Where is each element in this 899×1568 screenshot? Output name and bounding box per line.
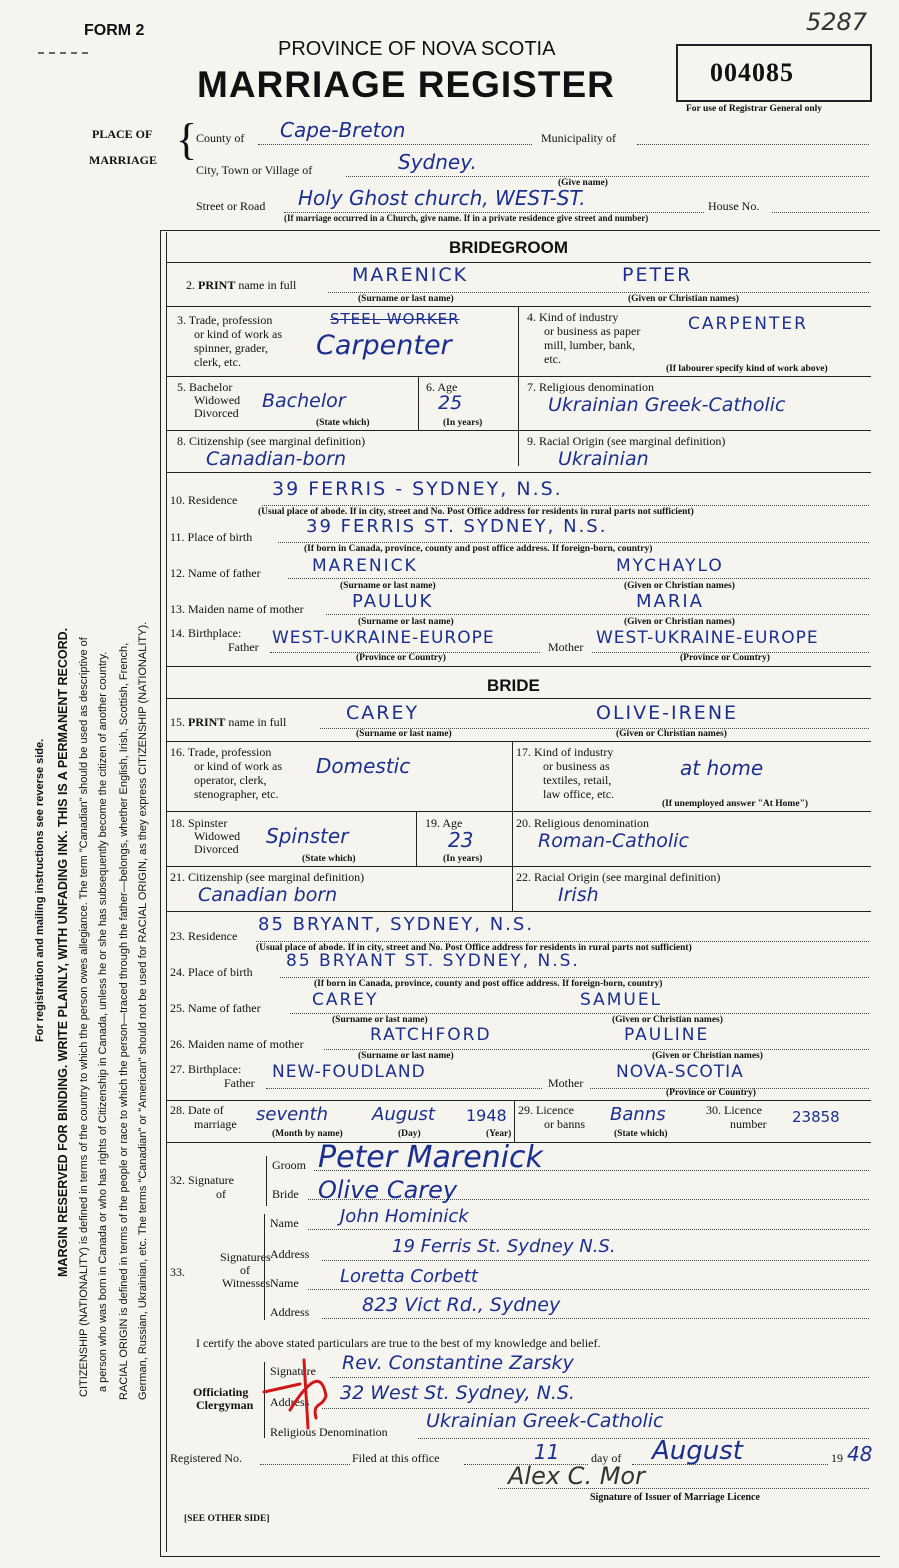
birth-note: (If born in Canada, province, county and post office address. If foreign-born, country) bbox=[304, 544, 653, 554]
side-note-racial-2: German, Russian, Ukrainian, etc. The terms "Canadian" or "American" should not be used for RACIAL ORIGIN, as they express CITIZENSHIP (NATIONALITY). bbox=[137, 621, 149, 1400]
field-3-label: 3. Trade, profession bbox=[177, 313, 273, 327]
groom-residence: 39 FERRIS - SYDNEY, N.S. bbox=[272, 478, 563, 500]
registrar-note: For use of Registrar General only bbox=[686, 104, 823, 114]
side-note-margin: MARGIN RESERVED FOR BINDING. WRITE PLAINLY, WITH UNFADING INK. THIS IS A PERMANENT RECORD. bbox=[56, 627, 70, 1277]
municipality-label: Municipality of bbox=[541, 131, 616, 145]
groom-signature: Peter Marenick bbox=[318, 1140, 543, 1175]
field-27-label: 27. Birthplace: bbox=[170, 1062, 242, 1076]
groom-father-given: MYCHAYLO bbox=[616, 556, 724, 576]
in-years-note: (In years) bbox=[443, 418, 483, 428]
corner-handwritten-number: 5287 bbox=[806, 8, 868, 36]
city-label: City, Town or Village of bbox=[196, 163, 313, 177]
red-check-mark bbox=[260, 1348, 350, 1438]
field-9-label: 9. Racial Origin (see marginal definition) bbox=[527, 434, 726, 448]
witness1-address-label: Address bbox=[270, 1247, 310, 1261]
month-note: (Month by name) bbox=[272, 1129, 343, 1139]
certify-statement: I certify the above stated particulars are true to the best of my knowledge and belief. bbox=[196, 1336, 601, 1350]
give-name-note: (Give name) bbox=[558, 178, 608, 188]
clergy-signature: Rev. Constantine Zarsky bbox=[342, 1352, 574, 1374]
side-note-instructions: For registration and mailing instructions see reverse side. bbox=[34, 738, 46, 1042]
clergyman-label: Clergyman bbox=[196, 1398, 254, 1412]
field-21-label: 21. Citizenship (see marginal definition) bbox=[170, 870, 365, 884]
street-value: Holy Ghost church, WEST-ST. bbox=[298, 186, 586, 210]
groom-racial-origin: Ukrainian bbox=[558, 448, 649, 470]
house-label: House No. bbox=[708, 199, 760, 213]
groom-trade: Carpenter bbox=[316, 330, 452, 361]
field-5-label-b: Widowed bbox=[194, 393, 241, 407]
filed-label: Filed at this office bbox=[352, 1451, 440, 1465]
marriage-month: August bbox=[372, 1104, 435, 1125]
residence-note: (Usual place of abode. If in city, street and No. Post Office address for residents in rural parts not sufficient) bbox=[258, 507, 694, 517]
surname-note: (Surname or last name) bbox=[340, 581, 436, 591]
field-26-label: 26. Maiden name of mother bbox=[170, 1037, 304, 1051]
issuer-label: Signature of Issuer of Marriage Licence bbox=[590, 1492, 760, 1503]
groom-status: Bachelor bbox=[262, 390, 346, 412]
day-note: (Day) bbox=[398, 1129, 421, 1139]
field-10-label: 10. Residence bbox=[170, 493, 238, 507]
field-11-label: 11. Place of birth bbox=[170, 530, 253, 544]
given-note: (Given or Christian names) bbox=[612, 1015, 723, 1025]
field-18-label: 18. Spinster bbox=[170, 816, 228, 830]
birth-note: (If born in Canada, province, county and post office address. If foreign-born, country) bbox=[314, 979, 663, 989]
groom-birthplace: 39 FERRIS ST. SYDNEY, N.S. bbox=[306, 516, 608, 537]
year-note: (Year) bbox=[486, 1129, 512, 1139]
form-number: FORM 2 bbox=[84, 22, 145, 39]
field-19-label: 19. Age bbox=[425, 816, 463, 830]
field-17-label-d: law office, etc. bbox=[543, 787, 615, 801]
father-label: Father bbox=[228, 640, 259, 654]
bride-sig-label: Bride bbox=[272, 1187, 299, 1201]
field-5-label-c: Divorced bbox=[194, 406, 239, 420]
state-which-note: (State which) bbox=[614, 1129, 668, 1139]
field-28-label: 28. Date of bbox=[170, 1103, 224, 1117]
field-12-label: 12. Name of father bbox=[170, 566, 261, 580]
field-22-label: 22. Racial Origin (see marginal definition) bbox=[516, 870, 721, 884]
mother-label: Mother bbox=[548, 1076, 584, 1090]
field-30-label-b: number bbox=[730, 1117, 767, 1131]
field-29-label: 29. Licence bbox=[518, 1103, 574, 1117]
field-25-label: 25. Name of father bbox=[170, 1001, 261, 1015]
field-8-label: 8. Citizenship (see marginal definition) bbox=[177, 434, 366, 448]
witness2-address: 823 Vict Rd., Sydney bbox=[362, 1294, 561, 1316]
field-16-label-d: stenographer, etc. bbox=[194, 787, 279, 801]
side-note-citizenship-1: CITIZENSHIP (NATIONALITY) is defined in terms of the country to which the person owes allegiance. The term "Canadian" should be used as descriptive of bbox=[78, 637, 90, 1397]
surname-note: (Surname or last name) bbox=[358, 1051, 454, 1061]
clergy-signature-label: Signature bbox=[270, 1364, 316, 1378]
field-4-label-b: or business as paper bbox=[544, 324, 641, 338]
field-16-label: 16. Trade, profession bbox=[170, 745, 272, 759]
bride-given: OLIVE-IRENE bbox=[596, 702, 739, 724]
groom-mother-given: MARIA bbox=[636, 591, 704, 612]
bride-status: Spinster bbox=[266, 824, 349, 848]
field-15-label: 15. PRINT name in full bbox=[170, 715, 287, 729]
field-16-label-c: operator, clerk, bbox=[194, 773, 267, 787]
marriage-label: MARRIAGE bbox=[89, 153, 157, 167]
given-note: (Given or Christian names) bbox=[628, 294, 739, 304]
witness1-address: 19 Ferris St. Sydney N.S. bbox=[392, 1236, 616, 1257]
surname-note: (Surname or last name) bbox=[332, 1015, 428, 1025]
register-title: MARRIAGE REGISTER bbox=[197, 64, 615, 105]
bride-mother-birthplace: NOVA-SCOTIA bbox=[616, 1062, 744, 1082]
licence-type: Banns bbox=[610, 1104, 666, 1125]
side-note-racial-1: RACIAL ORIGIN is defined in terms of the people or race to which the person—traced through the father—belongs, whether English, Irish, Scottish, French, bbox=[118, 642, 130, 1400]
groom-industry: CARPENTER bbox=[688, 314, 808, 334]
field-24-label: 24. Place of birth bbox=[170, 965, 253, 979]
witness-label-c: Witnesses bbox=[222, 1276, 271, 1290]
clergy-religion-label: Religious Denomination bbox=[270, 1425, 388, 1439]
field-7-label: 7. Religious denomination bbox=[527, 380, 654, 394]
bride-surname: CAREY bbox=[346, 702, 420, 724]
clergy-religion: Ukrainian Greek-Catholic bbox=[426, 1410, 664, 1432]
groom-age: 25 bbox=[438, 392, 463, 414]
see-other-side: [SEE OTHER SIDE] bbox=[184, 1514, 270, 1524]
county-value: Cape-Breton bbox=[280, 118, 406, 142]
witness2-name: Loretta Corbett bbox=[340, 1266, 478, 1287]
marriage-year: 1948 bbox=[466, 1106, 507, 1125]
groom-father-surname: MARENICK bbox=[312, 556, 418, 576]
bride-father-birthplace: NEW-FOUDLAND bbox=[272, 1062, 426, 1082]
field-18-label-b: Widowed bbox=[194, 829, 241, 843]
groom-trade-struck: STEEL WORKER bbox=[330, 310, 460, 328]
bridegroom-heading: BRIDEGROOM bbox=[449, 238, 568, 257]
field-3-label-b: or kind of work as bbox=[194, 327, 282, 341]
bride-industry: at home bbox=[680, 756, 764, 780]
mother-label: Mother bbox=[548, 640, 584, 654]
field-14-label: 14. Birthplace: bbox=[170, 626, 242, 640]
bride-heading: BRIDE bbox=[487, 676, 540, 695]
bride-father-surname: CAREY bbox=[312, 990, 379, 1010]
field-5-label: 5. Bachelor bbox=[177, 380, 233, 394]
in-years-note: (In years) bbox=[443, 854, 483, 864]
province-note: (Province or Country) bbox=[680, 653, 770, 663]
province-title: PROVINCE OF NOVA SCOTIA bbox=[278, 38, 556, 60]
field-30-label: 30. Licence bbox=[706, 1103, 762, 1117]
state-which-note: (State which) bbox=[316, 418, 370, 428]
scribble-mark bbox=[38, 52, 88, 54]
side-note-citizenship-2: a person who was born in Canada or who has rights of Citizenship in Canada, unless he or she has subsequently become the citizen of another country. bbox=[97, 651, 109, 1392]
state-which-note: (State which) bbox=[302, 854, 356, 864]
given-note: (Given or Christian names) bbox=[652, 1051, 763, 1061]
officiating-label: Officiating bbox=[193, 1385, 249, 1399]
field-28-label-b: marriage bbox=[194, 1117, 237, 1131]
groom-mother-birthplace: WEST-UKRAINE-EUROPE bbox=[596, 628, 819, 648]
bride-citizenship: Canadian born bbox=[198, 884, 338, 906]
field-13-label: 13. Maiden name of mother bbox=[170, 602, 304, 616]
field-17-label-c: textiles, retail, bbox=[543, 773, 612, 787]
bride-trade: Domestic bbox=[316, 754, 411, 778]
bride-religion: Roman-Catholic bbox=[538, 830, 689, 852]
groom-religion: Ukrainian Greek-Catholic bbox=[548, 394, 786, 416]
field-3-label-d: clerk, etc. bbox=[194, 355, 241, 369]
witness-label-b: of bbox=[240, 1263, 250, 1277]
field-2-label: 2. PRINT name in full bbox=[186, 278, 297, 292]
field-32-label-b: of bbox=[216, 1187, 226, 1201]
bride-birthplace: 85 BRYANT ST. SYDNEY, N.S. bbox=[286, 951, 580, 971]
filed-month: August bbox=[652, 1436, 743, 1466]
day-of-label: day of bbox=[591, 1451, 622, 1465]
place-of-label: PLACE OF bbox=[92, 127, 153, 141]
field-20-label: 20. Religious denomination bbox=[516, 816, 649, 830]
bride-age: 23 bbox=[448, 828, 474, 852]
field-4-label-c: mill, lumber, bank, bbox=[544, 338, 636, 352]
field-29-label-b: or banns bbox=[544, 1117, 585, 1131]
field-17-note: (If unemployed answer "At Home") bbox=[662, 799, 809, 809]
bride-signature: Olive Carey bbox=[318, 1176, 458, 1204]
surname-note: (Surname or last name) bbox=[356, 729, 452, 739]
given-note: (Given or Christian names) bbox=[616, 729, 727, 739]
witness1-name: John Hominick bbox=[340, 1206, 469, 1227]
field-17-label: 17. Kind of industry bbox=[516, 745, 614, 759]
bride-residence: 85 BRYANT, SYDNEY, N.S. bbox=[258, 914, 535, 935]
given-note: (Given or Christian names) bbox=[624, 617, 735, 627]
filed-year: 48 bbox=[847, 1442, 873, 1466]
witness-label: Signatures bbox=[220, 1250, 271, 1264]
groom-given: PETER bbox=[622, 264, 693, 286]
field-23-label: 23. Residence bbox=[170, 929, 238, 943]
registration-number: 004085 bbox=[710, 58, 794, 87]
licence-number: 23858 bbox=[792, 1108, 840, 1126]
field-18-label-c: Divorced bbox=[194, 842, 239, 856]
street-note: (If marriage occurred in a Church, give name. If in a private residence give street and number) bbox=[284, 213, 649, 223]
father-label: Father bbox=[224, 1076, 255, 1090]
province-note: (Province or Country) bbox=[666, 1088, 756, 1098]
residence-note: (Usual place of abode. If in city, street and No. Post Office address for residents in rural parts not sufficient) bbox=[256, 943, 692, 953]
filed-day: 11 bbox=[534, 1440, 560, 1464]
surname-note: (Surname or last name) bbox=[358, 294, 454, 304]
witness2-address-label: Address bbox=[270, 1305, 310, 1319]
city-value: Sydney. bbox=[398, 150, 477, 174]
bride-racial-origin: Irish bbox=[558, 884, 599, 906]
groom-surname: MARENICK bbox=[352, 264, 469, 286]
clergy-address: 32 West St. Sydney, N.S. bbox=[340, 1382, 575, 1404]
brace: { bbox=[176, 115, 198, 164]
county-label: County of bbox=[196, 131, 245, 145]
registered-no-label: Registered No. bbox=[170, 1451, 242, 1465]
groom-citizenship: Canadian-born bbox=[206, 448, 347, 470]
given-note: (Given or Christian names) bbox=[624, 581, 735, 591]
witness2-name-label: Name bbox=[270, 1276, 299, 1290]
street-label: Street or Road bbox=[196, 199, 266, 213]
surname-note: (Surname or last name) bbox=[358, 617, 454, 627]
field-3-label-c: spinner, grader, bbox=[194, 341, 269, 355]
bride-mother-surname: RATCHFORD bbox=[370, 1025, 492, 1045]
field-17-label-b: or business as bbox=[543, 759, 610, 773]
groom-sig-label: Groom bbox=[272, 1158, 306, 1172]
field-33-label: 33. bbox=[170, 1265, 185, 1279]
issuer-signature: Alex C. Mor bbox=[508, 1462, 645, 1490]
groom-father-birthplace: WEST-UKRAINE-EUROPE bbox=[272, 628, 495, 648]
field-6-label: 6. Age bbox=[426, 380, 458, 394]
field-4-note: (If labourer specify kind of work above) bbox=[666, 364, 828, 374]
groom-mother-surname: PAULUK bbox=[352, 591, 434, 612]
witness1-name-label: Name bbox=[270, 1216, 299, 1230]
bride-father-given: SAMUEL bbox=[580, 990, 663, 1010]
field-16-label-b: or kind of work as bbox=[194, 759, 282, 773]
bride-mother-given: PAULINE bbox=[624, 1025, 710, 1045]
province-note: (Province or Country) bbox=[356, 653, 446, 663]
filed-year-prefix: 19 bbox=[831, 1451, 843, 1465]
clergy-address-label: Address bbox=[270, 1395, 310, 1409]
field-32-label: 32. Signature bbox=[170, 1173, 234, 1187]
marriage-day-word: seventh bbox=[256, 1104, 329, 1125]
field-4-label: 4. Kind of industry bbox=[527, 310, 619, 324]
field-4-label-d: etc. bbox=[544, 352, 561, 366]
